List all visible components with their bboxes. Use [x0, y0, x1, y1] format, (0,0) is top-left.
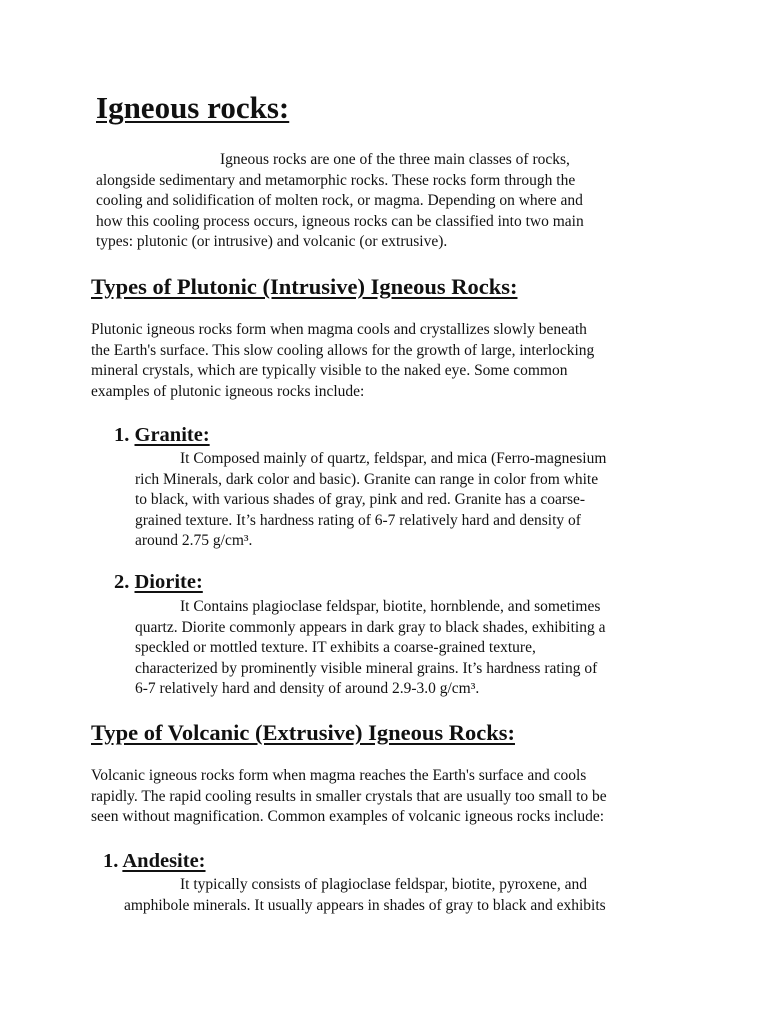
intro-paragraph	[96, 150, 584, 253]
granite-line: rich Minerals, dark color and basic). Granite can range in color from white	[135, 470, 599, 488]
andesite-line: amphibole minerals. It usually appears in shades of gray to black and exhibits	[124, 896, 606, 914]
granite-label: Granite:	[134, 424, 210, 446]
plutonic-line: the Earth's surface. This slow cooling allows for the growth of large, interlocking	[91, 341, 595, 359]
diorite-line: characterized by prominently visible mineral grains. It’s hardness rating of	[135, 659, 598, 677]
volcanic-line: Volcanic igneous rocks form when magma reaches the Earth's surface and cools	[91, 767, 587, 784]
granite-heading	[114, 424, 210, 447]
plutonic-line: examples of plutonic igneous rocks include:	[91, 382, 365, 400]
diorite-line: 6-7 relatively hard and density of around 2.9-3.0 g/cm³.	[135, 680, 480, 697]
andesite-description	[124, 875, 606, 916]
volcanic-paragraph	[91, 766, 607, 828]
diorite-label: Diorite:	[134, 571, 203, 593]
diorite-heading	[114, 571, 203, 594]
document-title: Igneous rocks:	[96, 90, 290, 125]
granite-description	[135, 449, 606, 552]
granite-number: 1.	[114, 424, 130, 446]
intro-line: cooling and solidification of molten rock, or magma. Depending on where and	[96, 192, 583, 209]
volcanic-heading: Type of Volcanic (Extrusive) Igneous Rocks:	[91, 720, 515, 745]
intro-line: Igneous rocks are one of the three main classes of rocks,	[220, 151, 570, 168]
diorite-description	[135, 597, 605, 700]
intro-line: alongside sedimentary and metamorphic rocks. These rocks form through the	[96, 171, 576, 189]
volcanic-line: seen without magnification. Common examples of volcanic igneous rocks include:	[91, 808, 605, 825]
diorite-line: speckled or mottled texture. IT exhibits a coarse-grained texture,	[135, 639, 536, 656]
andesite-line: It typically consists of plagioclase feldspar, biotite, pyroxene, and	[180, 876, 588, 893]
granite-line: grained texture. It’s hardness rating of 6-7 relatively hard and density of	[135, 511, 581, 529]
intro-line: how this cooling process occurs, igneous rocks can be classified into two main	[96, 212, 584, 230]
granite-line: It Composed mainly of quartz, feldspar, and mica (Ferro-magnesium	[180, 450, 607, 467]
plutonic-heading: Types of Plutonic (Intrusive) Igneous Rocks:	[91, 274, 518, 299]
diorite-line: It Contains plagioclase feldspar, biotite, hornblende, and sometimes	[180, 598, 601, 615]
granite-line: to black, with various shades of gray, pink and red. Granite has a coarse-	[135, 491, 586, 508]
plutonic-line: mineral crystals, which are typically visible to the naked eye. Some common	[91, 362, 568, 379]
granite-line: around 2.75 g/cm³.	[135, 532, 253, 549]
andesite-number: 1.	[103, 850, 119, 872]
diorite-number: 2.	[114, 571, 130, 593]
diorite-line: quartz. Diorite commonly appears in dark gray to black shades, exhibiting a	[135, 618, 606, 636]
intro-line: types: plutonic (or intrusive) and volcanic (or extrusive).	[96, 233, 448, 250]
andesite-label: Andesite:	[122, 850, 206, 872]
volcanic-line: rapidly. The rapid cooling results in smaller crystals that are usually too small to be	[91, 787, 607, 805]
andesite-heading	[103, 850, 206, 873]
plutonic-line: Plutonic igneous rocks form when magma cools and crystallizes slowly beneath	[91, 321, 587, 338]
plutonic-paragraph	[91, 320, 594, 402]
